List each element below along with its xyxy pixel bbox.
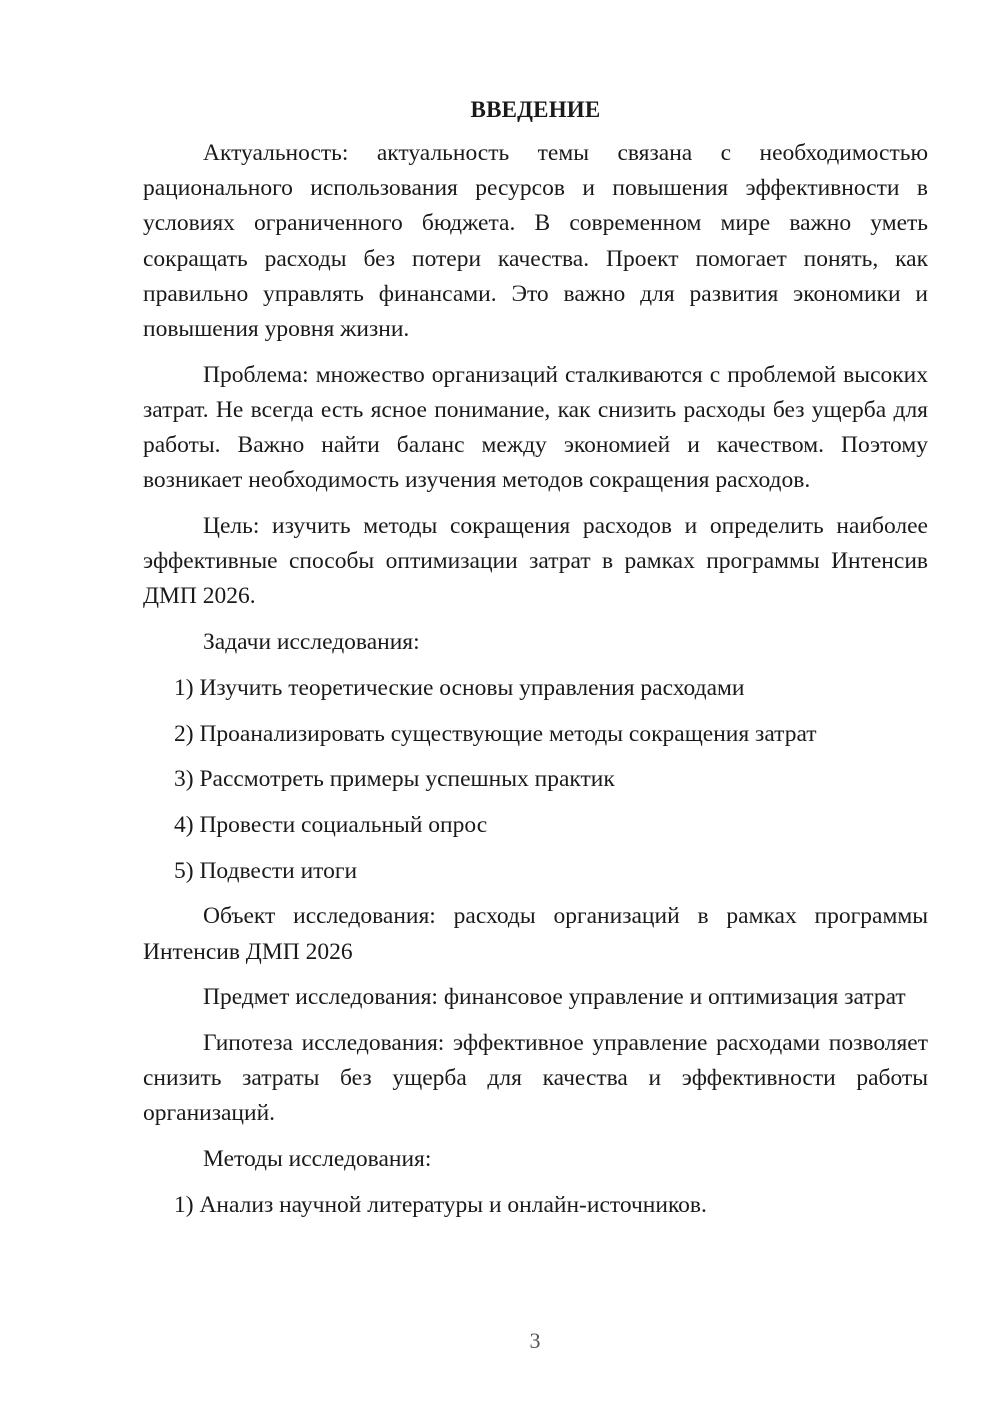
task-item: 4) Провести социальный опрос <box>174 811 488 838</box>
tasks-heading: Задачи исследования: <box>203 629 420 656</box>
hypothesis-paragraph: Гипотеза исследования: эффективное управление расходами позволяет снизить затраты без ущерба для качества и эффективности работы организаций. <box>143 1029 928 1127</box>
methods-heading: Методы исследования: <box>203 1146 432 1173</box>
method-item: 1) Анализ научной литературы и онлайн-источников. <box>174 1191 707 1218</box>
page-number: 3 <box>529 1328 541 1353</box>
task-item: 3) Рассмотреть примеры успешных практик <box>174 766 615 793</box>
task-item: 5) Подвести итоги <box>174 857 358 884</box>
document-page <box>143 92 928 1233</box>
task-item: 1) Изучить теоретические основы управления расходами <box>174 674 745 701</box>
page-title: ВВЕДЕНИЕ <box>470 97 601 122</box>
object-paragraph: Объект исследования: расходы организаций в рамках программы Интенсив ДМП 2026 <box>143 903 928 965</box>
subject-paragraph: Предмет исследования: финансовое управление и оптимизация затрат <box>203 984 906 1011</box>
task-item: 2) Проанализировать существующие методы сокращения затрат <box>174 720 817 747</box>
relevance-paragraph: Актуальность: актуальность темы связана с необходимостью рационального использования ресурсов и повышения эффективности в условиях ограниченного бюджета. В современном мире важно уметь сокращать расходы без потери качества. Проект помогает понять, как правильно управлять финансами. Это важно для развития экономики и повышения уровня жизни. <box>143 140 928 343</box>
goal-paragraph: Цель: изучить методы сокращения расходов и определить наиболее эффективные способы оптимизации затрат в рамках программы Интенсив ДМП 2026. <box>143 513 928 610</box>
problem-paragraph: Проблема: множество организаций сталкиваются с проблемой высоких затрат. Не всегда есть ясное понимание, как снизить расходы без ущерба для работы. Важно найти баланс между экономией и качеством. Поэтому возникает необходимость изучения методов сокращения расходов. <box>143 361 928 494</box>
